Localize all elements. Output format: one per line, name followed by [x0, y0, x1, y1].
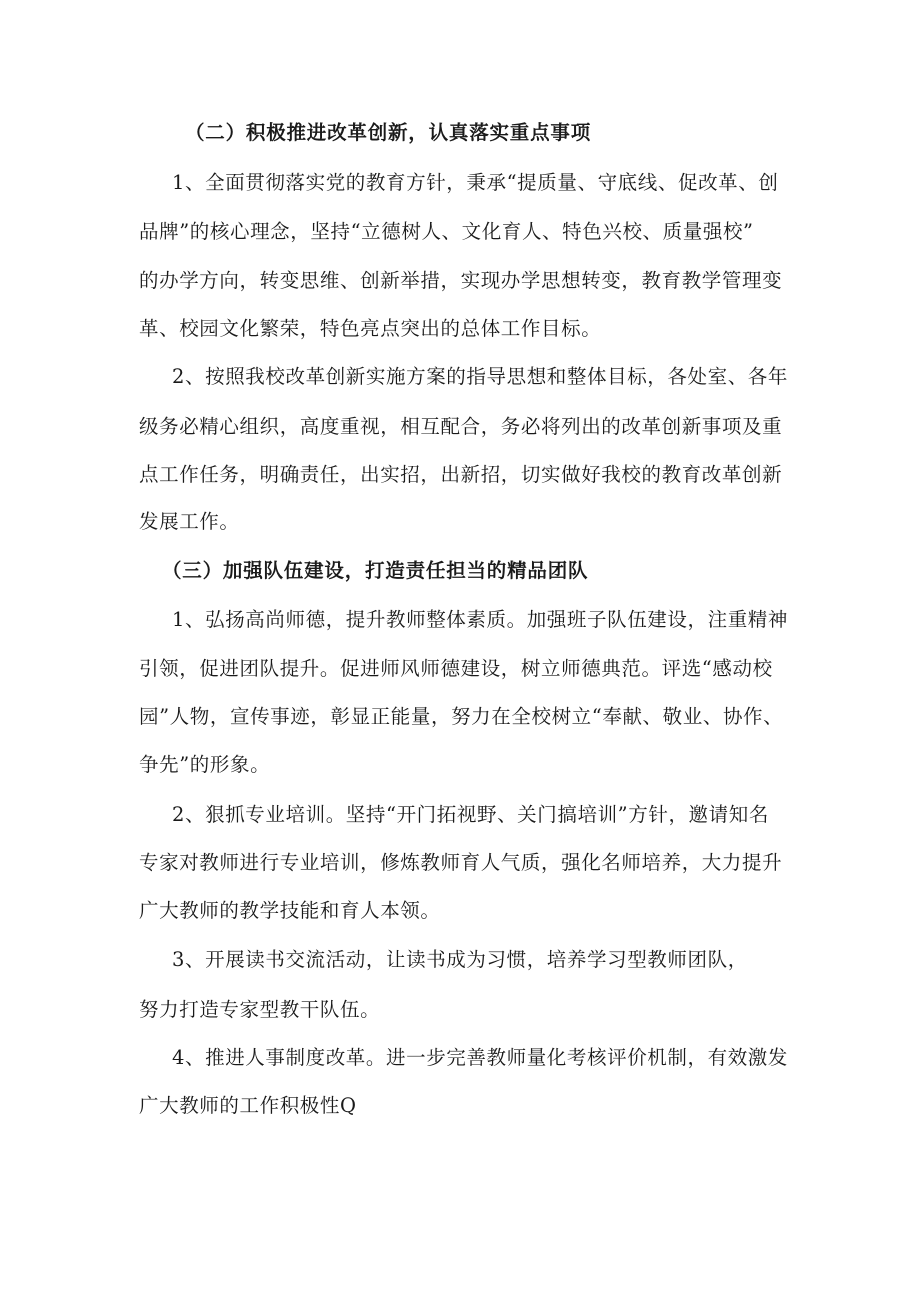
- paragraph-line: 2、狠抓专业培训。坚持“开门拓视野、关门搞培训”方针，邀请知名: [172, 803, 769, 826]
- section-heading-2: （二）积极推进改革创新，认真落实重点事项: [185, 121, 592, 144]
- paragraph-line: 1、全面贯彻落实党的教育方针，秉承“提质量、守底线、促改革、创: [172, 171, 779, 194]
- paragraph-line: 引领，促进团队提升。促进师风师德建设，树立师德典范。评选“感动校: [139, 657, 773, 680]
- paragraph-line: 1、弘扬高尚师德，提升教师整体素质。加强班子队伍建设，注重精神: [172, 608, 789, 631]
- paragraph-line: 品牌”的核心理念，坚持“立德树人、文化育人、特色兴校、质量强校”: [139, 220, 754, 243]
- paragraph-line: 2、按照我校改革创新实施方案的指导思想和整体目标，各处室、各年: [172, 365, 789, 388]
- paragraph-line: 广大教师的工作积极性Q: [139, 1094, 357, 1117]
- paragraph-line: 3、开展读书交流活动，让读书成为习惯，培养学习型教师团队，: [172, 948, 748, 971]
- paragraph-line: 专家对教师进行专业培训，修炼教师育人气质，强化名师培养，大力提升: [139, 851, 783, 874]
- paragraph-line: 点工作任务，明确责任，出实招，出新招，切实做好我校的教育改革创新: [139, 463, 783, 486]
- paragraph-line: 园”人物，宣传事迹，彰显正能量，努力在全校树立“奉献、敬业、协作、: [139, 705, 784, 728]
- paragraph-line: 革、校园文化繁荣，特色亮点突出的总体工作目标。: [139, 317, 602, 340]
- section-heading-3: （三）加强队伍建设，打造责任担当的精品团队: [162, 559, 589, 582]
- paragraph-line: 广大教师的教学技能和育人本领。: [139, 899, 441, 922]
- paragraph-line: 4、推进人事制度改革。进一步完善教师量化考核评价机制，有效激发: [172, 1046, 789, 1069]
- paragraph-line: 的办学方向，转变思维、创新举措，实现办学思想转变，教育教学管理变: [139, 269, 783, 292]
- paragraph-line: 争先”的形象。: [139, 753, 271, 776]
- paragraph-line: 发展工作。: [139, 510, 240, 533]
- paragraph-line: 努力打造专家型教干队伍。: [139, 998, 381, 1021]
- paragraph-line: 级务必精心组织，高度重视，相互配合，务必将列出的改革创新事项及重: [139, 415, 783, 438]
